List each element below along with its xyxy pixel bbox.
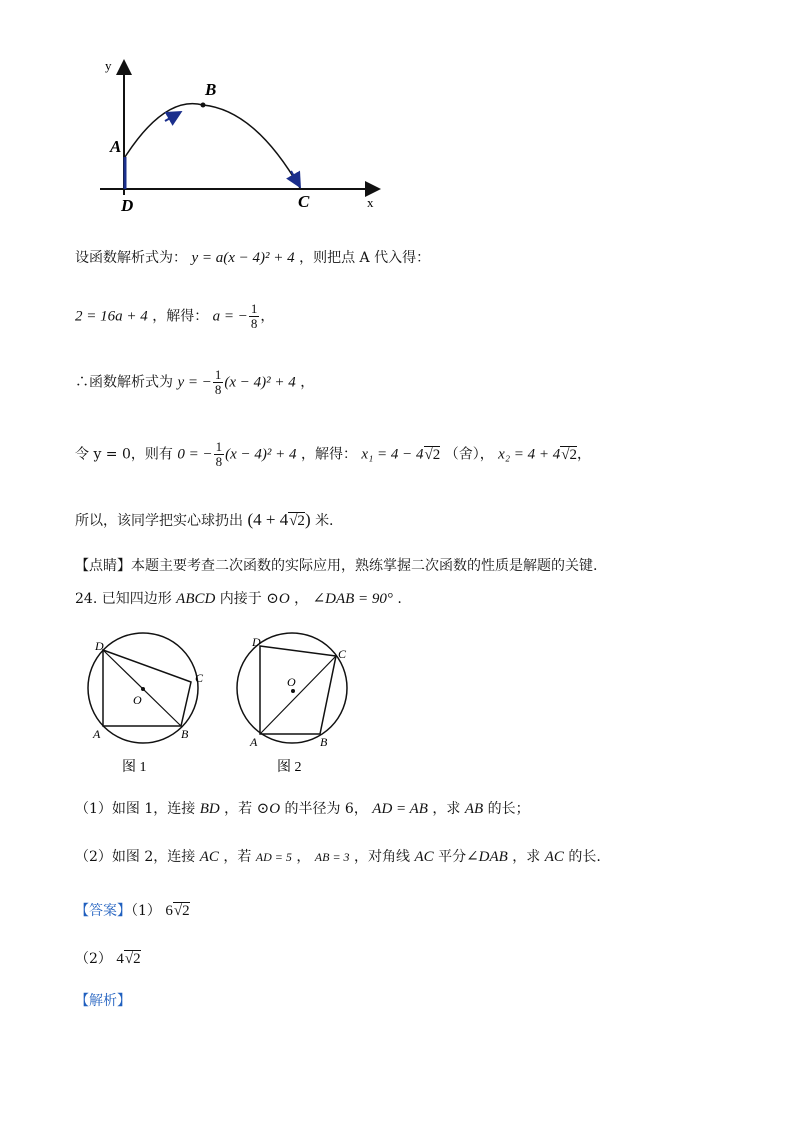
figure-2: [232, 628, 362, 778]
label-y: y: [105, 58, 112, 73]
fig2-caption: 图 2: [277, 760, 302, 775]
question-24-part-1: [75, 798, 530, 818]
text: .: [397, 591, 402, 607]
text: ，对角线: [354, 849, 411, 865]
formula: ∠DAB = 90°: [312, 591, 393, 607]
label-b: B: [205, 80, 217, 99]
sqrt: √2: [289, 513, 305, 529]
solution-line-3: [75, 368, 314, 397]
text: （舍），: [444, 446, 494, 463]
text: 令 y = 0，则有: [75, 446, 173, 463]
analysis-tag: 【解析】: [75, 993, 131, 1009]
formula: x₁ = 4 − 4: [361, 446, 424, 463]
fig2-label-c: C: [338, 647, 347, 661]
formula: AD = 5: [255, 850, 292, 864]
formula: AC: [199, 849, 219, 865]
formula: 0 = −: [177, 446, 213, 463]
fig1-label-c: C: [195, 671, 204, 685]
fraction: $\frac{1}{8}$: [215, 439, 223, 469]
formula: 4: [116, 951, 124, 967]
text: ，求: [512, 849, 541, 865]
arrow-down: [291, 171, 299, 185]
text: ，: [577, 446, 592, 463]
point-b: [201, 103, 206, 108]
text: 米.: [315, 513, 334, 529]
formula: 6: [165, 903, 173, 919]
fig1-label-b: B: [181, 727, 189, 741]
solution-line-5: [75, 510, 334, 530]
formula: (x − 4)² + 4: [224, 374, 296, 391]
formula: 2 = 16a + 4: [75, 308, 148, 325]
text: （1）: [131, 903, 161, 919]
arrow-up: [165, 113, 179, 121]
solution-line-2: [75, 302, 274, 331]
formula: y = −: [177, 374, 212, 391]
text: 内接于: [219, 591, 262, 607]
trajectory-curve: [125, 104, 300, 188]
text: ，若: [223, 849, 252, 865]
comment-line: [75, 555, 597, 575]
formula: ⊙O: [266, 591, 290, 607]
fraction: $\frac{1}{8}$: [250, 301, 258, 331]
text: ，解得：: [152, 308, 209, 325]
text: 24. 已知四边形: [75, 591, 172, 607]
question-24-stem: [75, 588, 402, 608]
fig2-label-o: O: [287, 675, 296, 689]
formula: BD: [199, 801, 220, 817]
label-x: x: [367, 195, 374, 210]
formula: (4 + 4: [247, 510, 289, 529]
text: （1）如图 1，连接: [75, 801, 196, 817]
text: ，求: [432, 801, 461, 817]
text: ，则把点 A 代入得：: [299, 250, 431, 266]
formula: AD = AB: [372, 801, 428, 817]
formula: ): [304, 510, 311, 529]
comment-tag: 【点睛】: [75, 558, 131, 574]
answer-line-2: [75, 948, 141, 968]
fraction: $\frac{1}{8}$: [214, 367, 222, 397]
sqrt: √2: [173, 903, 190, 919]
fig2-label-d: D: [252, 635, 261, 649]
analysis-line: [75, 990, 131, 1010]
comment-text: 本题主要考查二次函数的实际应用，熟练掌握二次函数的性质是解题的关键.: [131, 558, 598, 574]
formula: ∠DAB: [466, 849, 508, 865]
formula: AC: [414, 849, 434, 865]
fig1-label-d: D: [95, 639, 104, 653]
fig1-caption: 图 1: [122, 760, 147, 775]
answer-tag: 【答案】: [75, 903, 131, 919]
text: ，: [294, 591, 309, 607]
sqrt: √2: [424, 446, 441, 463]
formula: a = −: [212, 308, 248, 325]
formula: ABCD: [176, 591, 216, 607]
formula: y = a(x − 4)² + 4: [191, 250, 295, 266]
text: ，: [260, 308, 275, 325]
text: ，若: [224, 801, 253, 817]
text: （2）: [75, 951, 112, 967]
formula: (x − 4)² + 4: [225, 446, 297, 463]
text: 设函数解析式为：: [75, 250, 187, 266]
text: 的长；: [487, 801, 530, 817]
label-d: D: [121, 196, 134, 215]
text: 的长.: [568, 849, 601, 865]
question-24-part-2: [75, 846, 601, 866]
solution-line-4: [75, 440, 591, 469]
text: ∴函数解析式为: [75, 374, 173, 391]
formula: x₂ = 4 + 4: [498, 446, 561, 463]
text: ，: [300, 374, 315, 391]
text: 所以，该同学把实心球扔出: [75, 513, 243, 529]
text: 平分: [438, 849, 467, 865]
answer-line-1: [75, 900, 190, 920]
sqrt: √2: [561, 446, 578, 463]
fig1-label-a: A: [93, 727, 101, 741]
fig1-label-o: O: [133, 693, 142, 707]
solution-line-1: [75, 247, 430, 267]
fig2-label-a: A: [250, 735, 258, 749]
text: ，解得：: [300, 446, 357, 463]
text: 的半径为 6，: [284, 801, 368, 817]
sqrt: √2: [124, 951, 141, 967]
figure-1: [85, 628, 215, 778]
text: ，: [296, 849, 311, 865]
formula: AB: [464, 801, 484, 817]
formula: AB = 3: [314, 850, 350, 864]
label-c: C: [298, 192, 310, 211]
parabola-graph: [95, 55, 395, 215]
fig2-label-b: B: [320, 735, 328, 749]
formula: ⊙O: [256, 801, 281, 817]
text: （2）如图 2，连接: [75, 849, 196, 865]
formula: AC: [544, 849, 564, 865]
label-a: A: [110, 137, 122, 156]
